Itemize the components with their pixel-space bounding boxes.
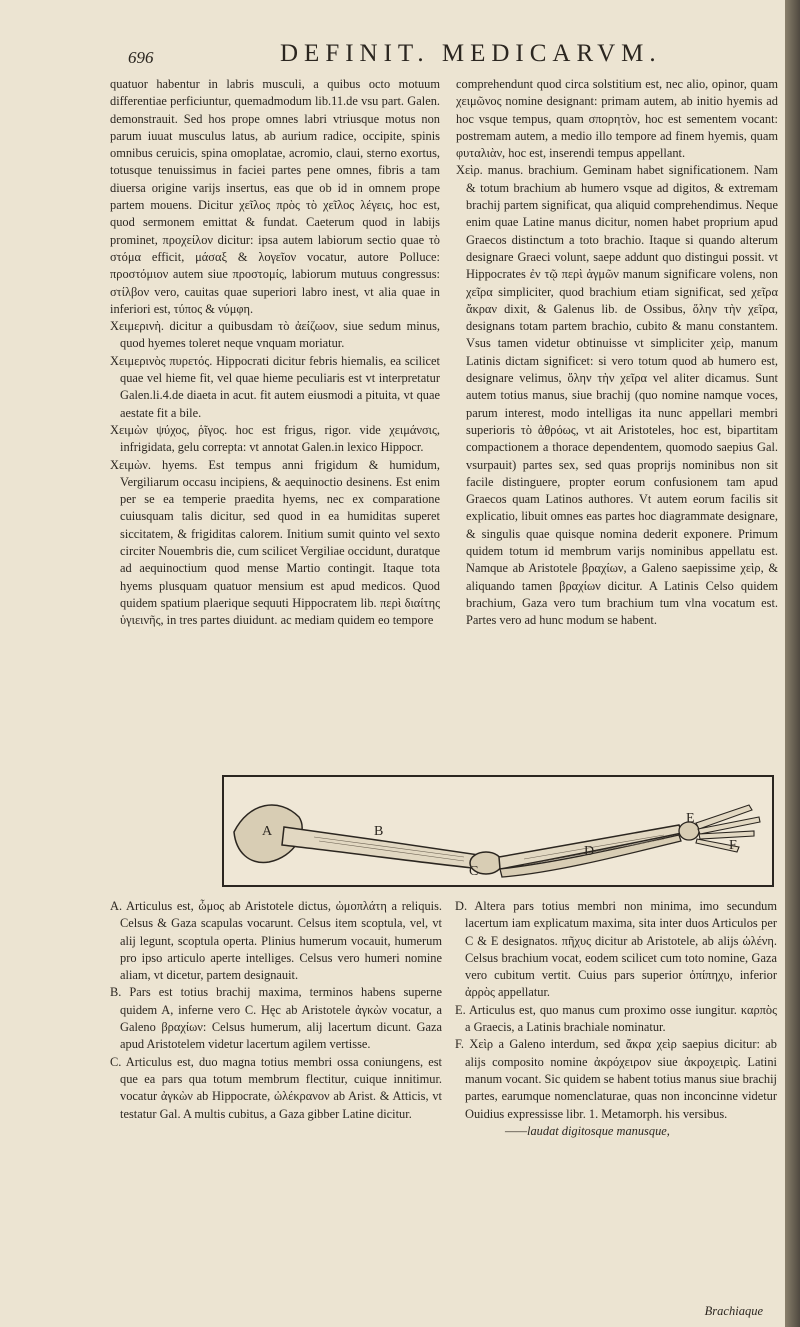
figure-label-a: A xyxy=(262,824,273,839)
figure-label-c: C xyxy=(469,864,479,879)
dictionary-entry: Χειμὼν. hyems. Est tempus anni frigidum & humidum, Vergiliarum occasu incipiens, & aequinoctio desinens. Est enim per se ea temperie praedita hyems, nec ex comparatione cuiusquam talis dicitur, sed quod in ea humiditas superet siccitatem, & frigiditas calorem. Initium sumit quinto vel sexto circiter Nouembris die, cum scilicet Vergiliae occidunt, duratque ad aequinoctium quod mense Martio contingit. Itaque tota hyems plusquam quatuor mensium est apud medicos. Quod quidem spatium plaerique sequuti Hippocratem lib. περὶ διαίτης ὑγιεινῆς, in tres partes diuidunt. ac mediam quidem eo tempore xyxy=(110,457,440,628)
ovid-quote: ——laudat digitosque manusque, xyxy=(505,1123,670,1138)
figure-label-f: F xyxy=(729,838,737,853)
right-column xyxy=(456,76,778,630)
legend-item-e: E. Articulus est, quo manus cum proximo osse iungitur. καρπὸς a Graecis, a Latinis brachiale nominatur. xyxy=(455,1002,777,1035)
figure-label-b: B xyxy=(374,824,384,839)
figure-legend-right xyxy=(455,898,777,1140)
legend-item-a: A. Articulus est, ὦμος ab Aristotele dictus, ὠμοπλάτη a reliquis. Celsus & Gaza scapulas vocarunt. Celsus item scoptula, vel, vt alij legunt, scoptula operta. Plinius humerum vocauit, humerum pro ipso articulo aperte intelliges. Celsus vero humeri nomine aliam, vt dicetur, partem designauit. xyxy=(110,899,442,983)
left-column xyxy=(110,76,440,630)
figure-label-e: E xyxy=(686,811,695,826)
dictionary-entry: Χεὶρ. manus. brachium. Geminam habet significationem. Nam & totum brachium ab humero vsque ad digitos, & extremam brachij partem significat, qua aliquid comprehendimus. Neque enim quae Latine manus dicitur, nomen habet proprium apud Graecos distinctum a toto brachio. Itaque si quando alterum designare Graeci volunt, saepe addunt quo distingui possit. vt Hippocrates ἐν τῷ περὶ ἀγμῶν manum significare volens, non χεῖρα simpliciter, quod brachium etiam significat, sed χεῖρα ἄκραν dixit, & Galenus lib. de Ossibus, ὅλην τὴν χεῖρα, designans totam partem brachio, cubito & manu constantem. Vsus tamen videtur obtinuisse vt simpliciter χεὶρ, manum Latinis dictam significet: si vero totum quod ab humero est, designare velimus, ὅλην τὴν χεῖρα vel aliter dicamus. Sunt autem totius manus, siue brachij (quo nomine namque voces, parum interest, modo intelligas ita nunc appellari membri superioris τὸ ἀθρόως, vt ait Aristoteles, hoc est, bipartitam compactionem a thorace dependentem, quomodo saepius Gal. vsurpauit) partes sex, sed quas proprijs nominibus non sit facile distinguere, propter eorum confusionem tam apud Graecos quam Latinos authores. Vt autem eorum facilis sit explicatio, libuit omnes eas partes hoc diagrammate designare, & singulis quae quisque nomina dederit exponere. Primum quidem totum id membrum varijs nominibus appellatu est. Namque ab Aristotele βραχίων, a Galeno saepissime χεὶρ, & aliquando tamen βραχίων dicitur. A Latinis Celso quidem brachium, Gaza vero tum brachium tum vlna vocatum est. Partes vero ad hunc modum se habent. xyxy=(456,163,778,628)
catchword: Brachiaque xyxy=(704,1304,763,1318)
text-paragraph: comprehendunt quod circa solstitium est, nec alio, opinor, quam χειμῶνος nomine designant: primam autem, ab initio hyemis ad hoc vsque tempus, quam σπορητὸν, hoc est sementem vocant: postremam autem, a medio illo tempore ad finem hyemis, quam φυταλιὰν, hoc est, inserendi tempus appellant. xyxy=(456,77,778,161)
page-header xyxy=(110,40,765,70)
running-title: DEFINIT. MEDICARVM. xyxy=(280,40,662,67)
book-spine-shadow xyxy=(785,0,800,1327)
dictionary-entry: Χειμερινὴ. dicitur a quibusdam τὸ ἀείζωον, siue sedum minus, quod hyemes toleret neque vnquam moriatur. xyxy=(110,319,440,351)
dictionary-entry: Χειμὼν ψύχος, ῥῖγος. hoc est frigus, rigor. vide χειμάνσις, infrigidata, gelu correpta: vt annotat Galen.in lexico Hippocr. xyxy=(110,422,440,455)
legend-item-b: B. Pars est totius brachij maxima, terminos habens superne quidem A, inferne vero C. Hęc ab Aristotele ἀγκὼν vocatur, a Galeno βραχίων: Celsus humerum, alij lacertum dicunt. Gaza apud Aristotelem videtur lacertum agilem vertisse. xyxy=(110,985,442,1052)
figure-legend-left xyxy=(110,898,442,1123)
legend-item-f: F. Χεὶρ a Galeno interdum, sed ἄκρα χεὶρ saepius dicitur: ab alijs composito nomine ἀκρόχειρον siue ἀκροχειρὶς. Latini manum vocant. Sic quidem se habent totius manus siue brachij partes, earumque nomenclaturae, quas non inconcinne videtur Ouidius expressisse libr. 1. Metamorph. his versibus. xyxy=(455,1037,777,1121)
figure-label-d: D xyxy=(584,844,595,859)
legend-item-c: C. Articulus est, duo magna totius membri ossa coniungens, est que ea pars qua totum membrum flectitur, cuique innitimur. vocatur ἀγκὼν ab Hippocrate, ὠλέκρανον ab Arist. & Atticis, vt testatur Gal. A multis cubitus, a Gaza gibber Latine dicitur. xyxy=(110,1054,442,1121)
arm-bone-diagram xyxy=(222,775,774,887)
page-number: 696 xyxy=(128,48,154,67)
dictionary-entry: Χειμερινὸς πυρετός. Hippocrati dicitur febris hiemalis, ea scilicet quae vel hieme fit, vel quae hieme peculiaris est vt interpretatur Galen.li.4.de diaeta in acut. fit autem eiusmodi a pituita, vt quae aestate fit a bile. xyxy=(110,353,440,420)
legend-item-d: D. Altera pars totius membri non minima, imo secundum lacertum iam explicatum maxima, sita inter duos Articulos per C & E designatos. πῆχυς dicitur ab Aristotele, ab alijs ὠλένη. Celsus brachium vocat, eodem scilicet cum toto nomine, Gaza vero cubitum vertit. Cuius pars superior ὀπίπηχυ, inferior ἀρρὸς appellatur. xyxy=(455,899,777,1000)
arm-bones-illustration xyxy=(224,777,772,885)
text-paragraph: quatuor habentur in labris musculi, a quibus octo motuum differentiae perficiuntur, quemadmodum lib.11.de vsu part. Galen. demonstrauit. Sed hos prope omnes labri vtriusque motus non parum iuuat musculus latus, ab aurium radice, occipite, spinis omnibus ceruicis, spina omoplatae, acromio, claui, sterno exortus, totusque tenuissimus in faciei partes pene omnes, fibris a tam diuersa origine varijs insertus, eas que ob id in omnem prope partem mouens. Dicitur χεῖλος πρὸς τὸ χεῖλος λέγεις, hoc est, quod sermonem emittat & fundat. Caeterum quod in labijs prominet, προχείλον dicitur: ipsa autem labiorum sectio quae τὸ στόμα efficit, μάσαξ & λογεῖον vocatur, autore Polluce: προστόμιον autem siue προστομίς, labiorum mutuus congressus: στίλβον vero, cauitas quae superiori labro inest, vt alia quae in inferiori est, τύπος & νύμφη. xyxy=(110,77,440,316)
